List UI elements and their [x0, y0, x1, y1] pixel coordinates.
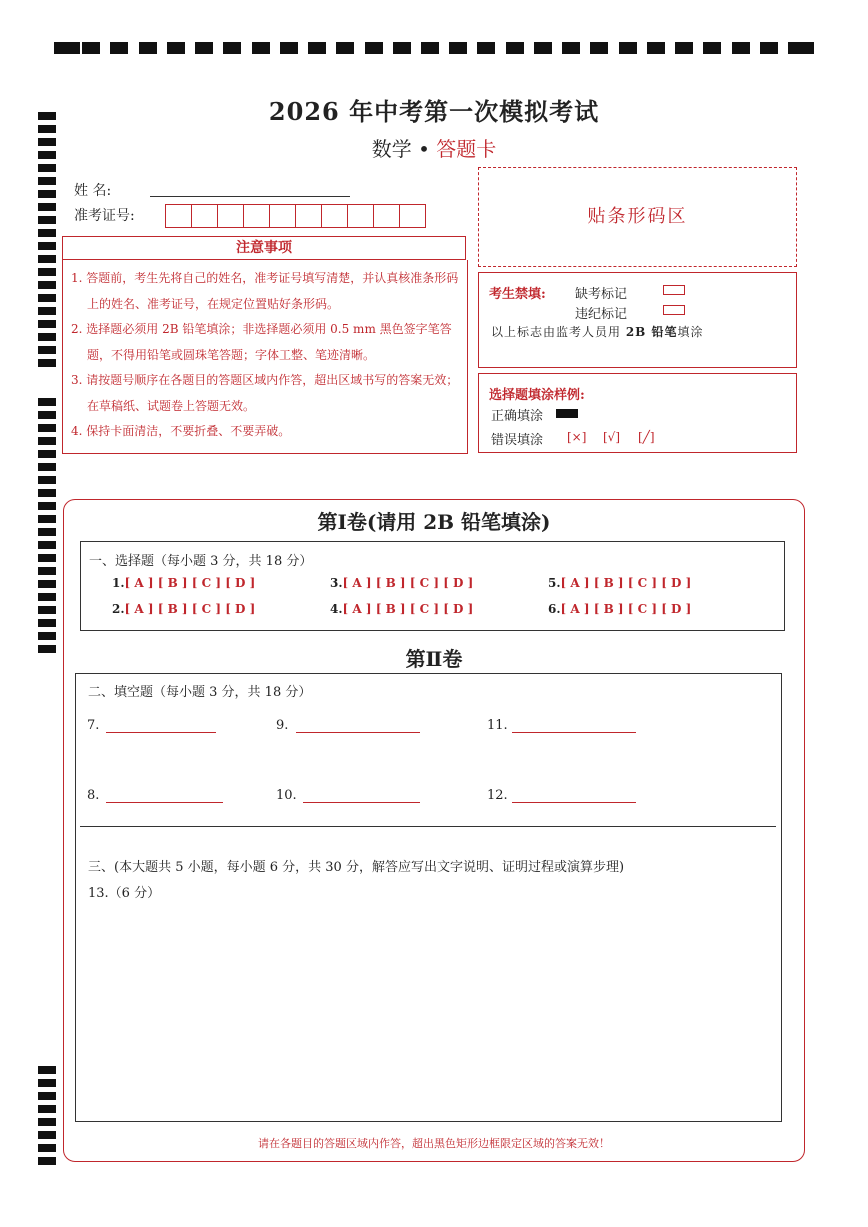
exam-id-boxes[interactable] — [166, 204, 426, 228]
mc-question-5[interactable]: 5.[ A ] [ B ] [ C ] [ D ] — [548, 576, 692, 590]
timing-mark — [38, 281, 56, 289]
timing-mark — [38, 190, 56, 198]
timing-mark — [38, 515, 56, 523]
timing-mark — [38, 424, 56, 432]
card-label: 答题卡 — [436, 137, 497, 161]
correct-fill-label: 正确填涂 — [491, 409, 544, 424]
blank-12-line[interactable] — [512, 801, 636, 803]
timing-mark — [308, 42, 326, 54]
blank-11-label: 11. — [487, 718, 508, 733]
timing-mark — [38, 1105, 56, 1113]
name-label: 姓 名: — [74, 183, 112, 199]
timing-mark — [675, 42, 693, 54]
fill-section-title: 二、填空题（每小题 3 分，共 18 分） — [88, 685, 312, 700]
timing-mark — [82, 42, 100, 54]
timing-mark — [38, 450, 56, 458]
wrong-mark-slash: [╱] — [638, 430, 655, 444]
solve-section-title: 三、(本大题共 5 小题，每小题 6 分，共 30 分，解答应写出文字说明、证明过程或演算步理) — [88, 860, 625, 875]
absent-label: 缺考标记 — [575, 287, 628, 302]
subject-label: 数学 • — [371, 137, 437, 161]
notice-item: 2. 选择题必须用 2B 铅笔填涂；非选择题必须用 0.5 mm 黑色签字笔答题，不得用铅笔或圆珠笔答题；字体工整、笔迹清晰。 — [71, 322, 452, 362]
timing-mark — [38, 411, 56, 419]
timing-mark — [788, 42, 814, 54]
timing-mark — [38, 229, 56, 237]
timing-mark — [38, 1066, 56, 1074]
timing-mark — [167, 42, 185, 54]
timing-mark — [38, 1157, 56, 1165]
forbidden-note: 以上标志由监考人员用 2B 铅笔填涂 — [491, 325, 704, 339]
name-field[interactable] — [150, 196, 350, 197]
timing-mark — [506, 42, 524, 54]
timing-mark — [38, 1092, 56, 1100]
timing-mark — [38, 177, 56, 185]
page-title: 2026 年中考第一次模拟考试 — [268, 97, 600, 126]
notice-item: 4. 保持卡面清洁，不要折叠、不要弄破。 — [71, 424, 291, 438]
timing-mark — [365, 42, 383, 54]
notice-item: 1. 答题前，考生先将自己的姓名，准考证号填写清楚，并认真核准条形码上的姓名、准考证号，在规定位置贴好条形码。 — [71, 271, 459, 311]
timing-mark — [38, 632, 56, 640]
blank-12-label: 12. — [487, 788, 508, 803]
timing-mark — [393, 42, 411, 54]
blank-9-line[interactable] — [296, 731, 420, 733]
left-timing-marks-middle — [38, 398, 56, 658]
page-subtitle — [0, 133, 868, 162]
timing-mark — [38, 541, 56, 549]
timing-mark — [619, 42, 637, 54]
timing-mark — [38, 580, 56, 588]
barcode-area — [478, 167, 797, 267]
timing-mark — [38, 398, 56, 406]
mc-question-4[interactable]: 4.[ A ] [ B ] [ C ] [ D ] — [330, 602, 474, 616]
timing-mark — [38, 528, 56, 536]
timing-mark — [38, 619, 56, 627]
timing-mark — [38, 645, 56, 653]
left-timing-marks-lower — [38, 1066, 56, 1166]
wrong-mark-check: [√] — [603, 430, 621, 444]
blank-8-line[interactable] — [106, 801, 223, 803]
timing-mark — [760, 42, 778, 54]
wrong-fill-label: 错误填涂 — [491, 433, 544, 448]
timing-mark — [38, 476, 56, 484]
fill-example-title: 选择题填涂样例: — [489, 388, 585, 403]
blank-7-label: 7. — [87, 718, 100, 733]
timing-mark — [38, 502, 56, 510]
notice-item: 3. 请按题号顺序在各题目的答题区域内作答，超出区域书写的答案无效；在草稿纸、试题卷上答题无效。 — [71, 373, 459, 413]
q13-answer-area[interactable] — [88, 905, 768, 1115]
fill-example-box — [478, 373, 797, 453]
violation-label: 违纪标记 — [575, 307, 628, 322]
timing-mark — [732, 42, 750, 54]
timing-mark — [38, 242, 56, 250]
timing-mark — [38, 1079, 56, 1087]
blank-7-line[interactable] — [106, 731, 216, 733]
mc-question-2[interactable]: 2.[ A ] [ B ] [ C ] [ D ] — [112, 602, 256, 616]
timing-mark — [38, 489, 56, 497]
footer-warning: 请在各题目的答题区域内作答，超出黑色矩形边框限定区域的答案无效！ — [258, 1137, 610, 1150]
timing-mark — [195, 42, 213, 54]
timing-mark — [38, 1131, 56, 1139]
blank-8-label: 8. — [87, 788, 100, 803]
timing-mark — [38, 346, 56, 354]
correct-fill-sample — [556, 409, 578, 418]
timing-mark — [252, 42, 270, 54]
forbidden-box — [478, 272, 797, 368]
timing-mark — [38, 463, 56, 471]
timing-mark — [139, 42, 157, 54]
timing-mark — [223, 42, 241, 54]
mc-question-3[interactable]: 3.[ A ] [ B ] [ C ] [ D ] — [330, 576, 474, 590]
timing-mark — [590, 42, 608, 54]
blank-10-line[interactable] — [303, 801, 420, 803]
mc-section-title: 一、选择题（每小题 3 分，共 18 分） — [89, 554, 313, 569]
timing-mark — [38, 333, 56, 341]
timing-mark — [647, 42, 665, 54]
wrong-mark-cross: [×] — [567, 430, 587, 444]
timing-mark — [38, 359, 56, 367]
notice-body — [62, 260, 468, 454]
top-timing-marks — [54, 42, 814, 56]
part1-title: 第Ⅰ卷(请用 2B 铅笔填涂) — [317, 510, 551, 534]
barcode-label: 贴条形码区 — [587, 206, 688, 227]
timing-mark — [38, 203, 56, 211]
section-divider — [80, 826, 776, 827]
timing-mark — [38, 567, 56, 575]
mc-question-6[interactable]: 6.[ A ] [ B ] [ C ] [ D ] — [548, 602, 692, 616]
timing-mark — [38, 307, 56, 315]
timing-mark — [280, 42, 298, 54]
timing-mark — [38, 437, 56, 445]
q13-label: 13.（6 分） — [88, 886, 161, 901]
blank-9-label: 9. — [276, 718, 289, 733]
timing-mark — [38, 320, 56, 328]
forbidden-title: 考生禁填: — [489, 287, 546, 302]
violation-checkbox[interactable] — [663, 305, 685, 315]
timing-mark — [38, 255, 56, 263]
mc-question-1[interactable]: 1.[ A ] [ B ] [ C ] [ D ] — [112, 576, 256, 590]
timing-mark — [38, 294, 56, 302]
timing-mark — [38, 593, 56, 601]
timing-mark — [38, 554, 56, 562]
timing-mark — [38, 1144, 56, 1152]
timing-mark — [38, 216, 56, 224]
timing-mark — [534, 42, 552, 54]
blank-11-line[interactable] — [512, 731, 636, 733]
timing-mark — [38, 606, 56, 614]
timing-mark — [54, 42, 80, 54]
timing-mark — [336, 42, 354, 54]
timing-mark — [38, 164, 56, 172]
timing-mark — [703, 42, 721, 54]
notice-title: 注意事项 — [62, 236, 466, 260]
timing-mark — [110, 42, 128, 54]
blank-10-label: 10. — [276, 788, 297, 803]
timing-mark — [38, 1118, 56, 1126]
timing-mark — [449, 42, 467, 54]
timing-mark — [38, 268, 56, 276]
id-label: 准考证号: — [74, 208, 135, 224]
part2-title: 第Ⅱ卷 — [405, 647, 463, 671]
absent-checkbox[interactable] — [663, 285, 685, 295]
timing-mark — [421, 42, 439, 54]
timing-mark — [562, 42, 580, 54]
timing-mark — [477, 42, 495, 54]
